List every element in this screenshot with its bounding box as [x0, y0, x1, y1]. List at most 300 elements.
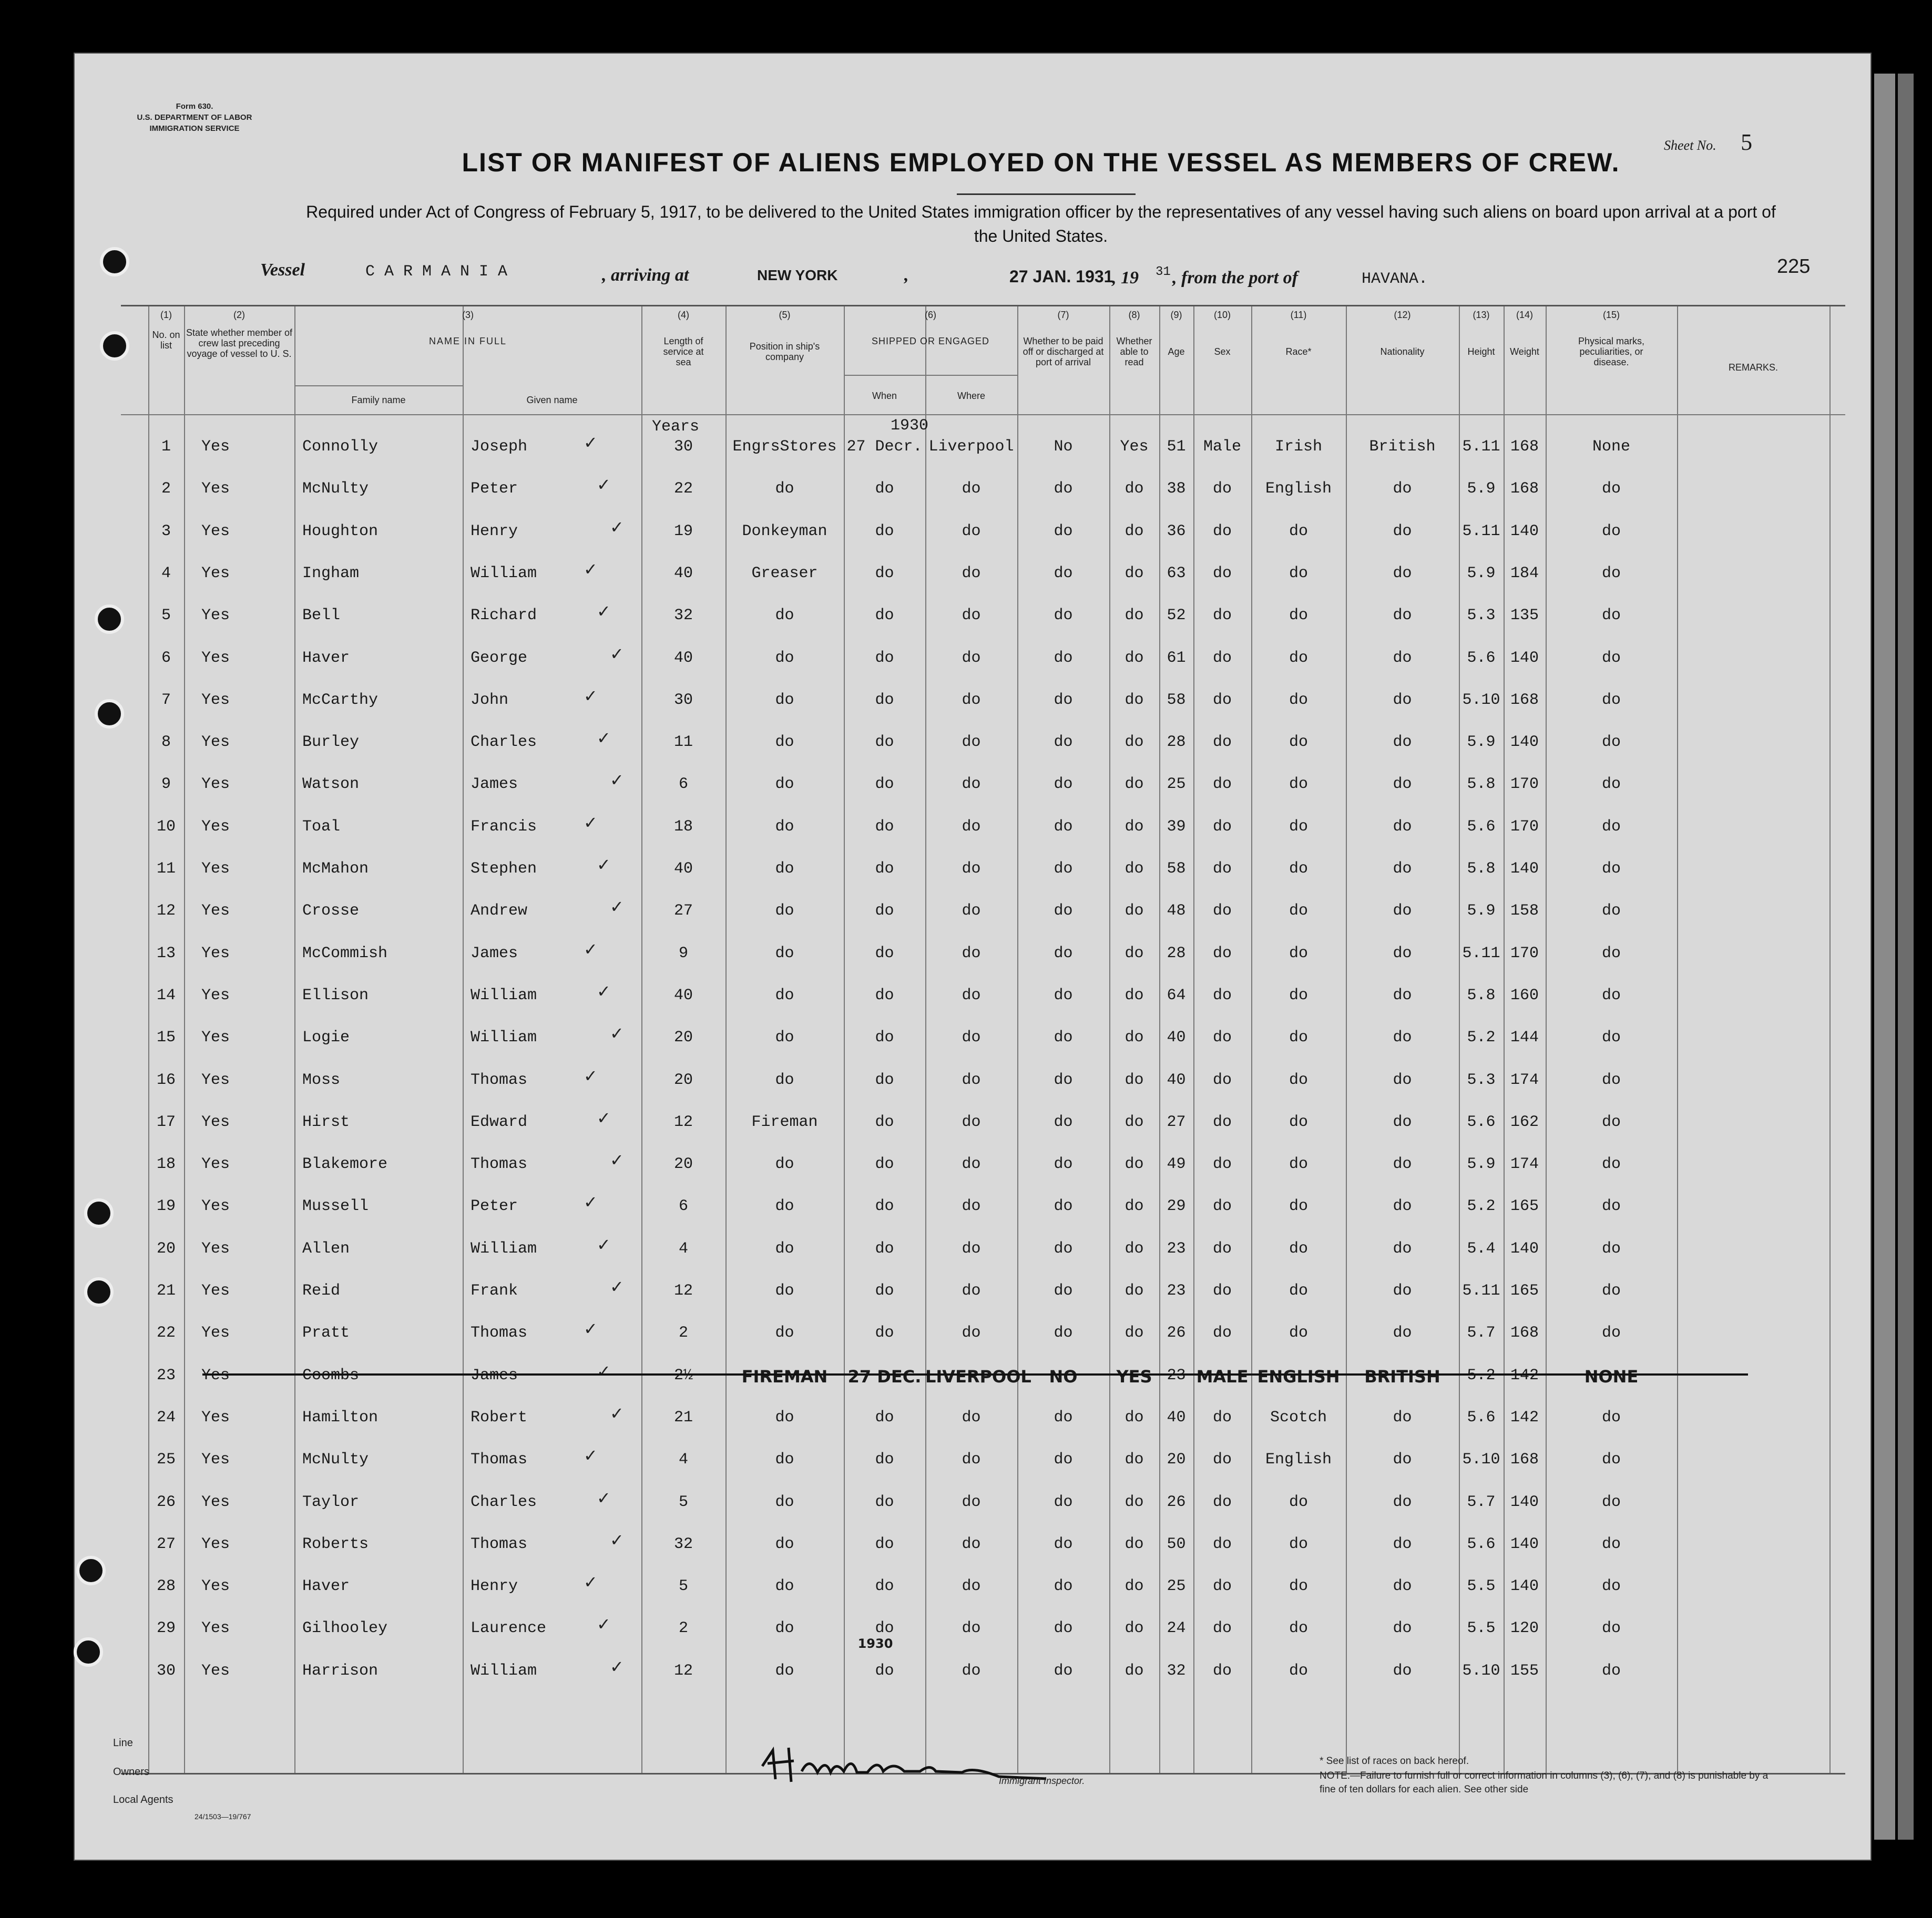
table-row — [121, 602, 1845, 649]
table-row — [121, 517, 1845, 565]
row-number-cell: 22 — [156, 1324, 176, 1342]
row-number-cell: 19 — [156, 1197, 176, 1216]
paid-off-cell: do — [1054, 775, 1073, 794]
weight-cell: 170 — [1510, 817, 1539, 836]
table-row — [121, 855, 1845, 902]
sex-cell: do — [1212, 1535, 1232, 1553]
given-name-cell: George — [471, 649, 528, 667]
header-c4: (4) Length of service at sea — [663, 310, 704, 367]
shipped-year: 1930 — [890, 417, 928, 435]
previous-voyage-cell: Yes — [201, 564, 230, 582]
age-cell: 51 — [1167, 438, 1186, 456]
age-cell: 29 — [1167, 1197, 1186, 1216]
service-years-cell: 40 — [673, 860, 693, 878]
form-department: U.S. DEPARTMENT OF LABOR — [137, 113, 252, 122]
family-name-cell: Logie — [302, 1029, 350, 1047]
paid-off-cell: do — [1054, 607, 1073, 625]
sex-cell: do — [1212, 733, 1232, 752]
manifest-title: LIST OR MANIFEST OF ALIENS EMPLOYED ON THE VESSEL AS MEMBERS OF CREW. — [462, 148, 1620, 177]
table-row — [121, 1277, 1845, 1324]
table-row — [121, 686, 1845, 733]
paid-off-cell: do — [1054, 817, 1073, 836]
paid-off-cell: do — [1054, 1029, 1073, 1047]
shipped-when-cell: do — [875, 1071, 894, 1089]
able-to-read-cell: YES — [1116, 1366, 1152, 1387]
physical-marks-cell: do — [1601, 1282, 1621, 1300]
shipped-where-cell: Liverpool — [928, 438, 1014, 456]
family-name-cell: Haver — [302, 1577, 350, 1596]
service-years-cell: 5 — [678, 1493, 688, 1511]
service-years-cell: 9 — [678, 944, 688, 962]
nationality-cell: do — [1393, 1155, 1412, 1174]
paid-off-cell: do — [1054, 1282, 1073, 1300]
position-cell: do — [775, 1661, 794, 1680]
weight-cell: 165 — [1510, 1282, 1539, 1300]
shipped-when-cell: do — [875, 733, 894, 752]
height-cell: 5.8 — [1467, 986, 1496, 1004]
sex-cell: do — [1212, 986, 1232, 1004]
shipped-when-cell: do — [875, 817, 894, 836]
able-to-read-cell: do — [1125, 733, 1144, 752]
check-mark: ✓ — [610, 771, 624, 790]
age-cell: 23 — [1167, 1282, 1186, 1300]
family-name-cell: Connolly — [302, 438, 379, 456]
position-cell: do — [775, 1197, 794, 1216]
family-name-cell: Blakemore — [302, 1155, 388, 1174]
check-mark: ✓ — [597, 1488, 611, 1507]
shipped-when-cell: do — [875, 775, 894, 794]
race-cell: Scotch — [1270, 1408, 1327, 1427]
family-name-cell: Bell — [302, 607, 341, 625]
table-row — [121, 1319, 1845, 1366]
previous-voyage-cell: Yes — [201, 1282, 230, 1300]
page-edge-right — [1874, 74, 1895, 1840]
row-number-cell: 8 — [161, 733, 171, 752]
able-to-read-cell: do — [1125, 1113, 1144, 1131]
position-cell: FIREMAN — [741, 1366, 828, 1387]
sex-cell: do — [1212, 1577, 1232, 1596]
header-c8: (8) Whether able to read — [1116, 310, 1152, 367]
age-cell: 25 — [1167, 1577, 1186, 1596]
height-cell: 5.9 — [1467, 564, 1496, 582]
height-cell: 5.9 — [1467, 1155, 1496, 1174]
previous-voyage-cell: Yes — [201, 1535, 230, 1553]
table-row — [121, 1108, 1845, 1155]
sex-cell: do — [1212, 860, 1232, 878]
service-years-cell: 12 — [673, 1661, 693, 1680]
position-cell: do — [775, 1577, 794, 1596]
service-years-cell: 40 — [673, 564, 693, 582]
paid-off-cell: do — [1054, 944, 1073, 962]
nationality-cell: do — [1393, 564, 1412, 582]
position-cell: do — [775, 607, 794, 625]
table-row — [121, 1657, 1845, 1704]
nationality-cell: do — [1393, 1029, 1412, 1047]
row-number-cell: 14 — [156, 986, 176, 1004]
race-note: * See list of races on back hereof. — [1320, 1756, 1469, 1767]
age-cell: 38 — [1167, 480, 1186, 498]
race-cell: ENGLISH — [1257, 1366, 1340, 1387]
owners-label: Owners — [113, 1766, 149, 1778]
position-cell: do — [775, 1408, 794, 1427]
header-c13: (13) Height — [1467, 310, 1495, 357]
height-cell: 5.11 — [1462, 944, 1500, 962]
paid-off-cell: do — [1054, 986, 1073, 1004]
paid-off-cell: do — [1054, 902, 1073, 920]
shipped-when-cell: do — [875, 1155, 894, 1174]
binder-hole — [100, 247, 129, 276]
previous-voyage-cell: Yes — [201, 1324, 230, 1342]
able-to-read-cell: do — [1125, 564, 1144, 582]
given-name-cell: Thomas — [471, 1451, 528, 1469]
able-to-read-cell: do — [1125, 607, 1144, 625]
nationality-cell: do — [1393, 1408, 1412, 1427]
shipped-where-cell: do — [962, 1239, 981, 1258]
page-number: 225 — [1777, 255, 1811, 278]
check-mark: ✓ — [597, 1615, 611, 1634]
shipped-when-cell: do — [875, 1451, 894, 1469]
service-years-cell: 6 — [678, 1197, 688, 1216]
paid-off-cell: do — [1054, 1493, 1073, 1511]
family-name-cell: Toal — [302, 817, 341, 836]
row-number-cell: 30 — [156, 1661, 176, 1680]
from-label: , from the port of — [1172, 268, 1298, 288]
service-years-cell: 4 — [678, 1239, 688, 1258]
nationality-cell: do — [1393, 944, 1412, 962]
service-years-cell: 32 — [673, 607, 693, 625]
arriving-label: , arriving at — [602, 265, 689, 285]
shipped-where-cell: do — [962, 1324, 981, 1342]
age-cell: 26 — [1167, 1493, 1186, 1511]
service-years-cell: 11 — [673, 733, 693, 752]
header-c3: (3) NAME IN FULL — [428, 310, 507, 346]
physical-marks-cell: do — [1601, 1113, 1621, 1131]
print-code: 24/1503—19/767 — [195, 1812, 251, 1821]
height-cell: 5.9 — [1467, 480, 1496, 498]
weight-cell: 140 — [1510, 522, 1539, 540]
age-cell: 49 — [1167, 1155, 1186, 1174]
previous-voyage-cell: Yes — [201, 733, 230, 752]
family-name-cell: Ingham — [302, 564, 360, 582]
height-cell: 5.10 — [1462, 1451, 1500, 1469]
physical-marks-cell: do — [1601, 1577, 1621, 1596]
service-years-cell: 6 — [678, 775, 688, 794]
table-row — [121, 1488, 1845, 1535]
shipped-where-cell: do — [962, 1282, 981, 1300]
table-row — [121, 644, 1845, 691]
row-number-cell: 29 — [156, 1619, 176, 1638]
nationality-cell: do — [1393, 1619, 1412, 1638]
sex-cell: do — [1212, 607, 1232, 625]
physical-marks-cell: do — [1601, 1324, 1621, 1342]
nationality-cell: do — [1393, 1197, 1412, 1216]
shipped-where-cell: do — [962, 1661, 981, 1680]
physical-marks-cell: do — [1601, 1071, 1621, 1089]
position-cell: EngrsStores — [732, 438, 837, 456]
nationality-cell: do — [1393, 1451, 1412, 1469]
previous-voyage-cell: Yes — [201, 1197, 230, 1216]
header-remarks: REMARKS. — [1728, 362, 1778, 373]
given-name-cell: Francis — [471, 817, 537, 836]
family-name-cell: Mussell — [302, 1197, 369, 1216]
able-to-read-cell: do — [1125, 1029, 1144, 1047]
vessel-name: C A R M A N I A — [365, 263, 508, 281]
race-cell: do — [1289, 1239, 1308, 1258]
shipped-where-cell: do — [962, 1493, 981, 1511]
age-cell: 27 — [1167, 1113, 1186, 1131]
row-number-cell: 13 — [156, 944, 176, 962]
shipped-when-cell: do — [875, 1408, 894, 1427]
service-years-cell: 5 — [678, 1577, 688, 1596]
check-mark: ✓ — [597, 981, 611, 1001]
physical-marks-cell: do — [1601, 691, 1621, 709]
shipped-where-cell: do — [962, 986, 981, 1004]
nationality-cell: do — [1393, 775, 1412, 794]
paid-off-cell: do — [1054, 564, 1073, 582]
row-number-cell: 28 — [156, 1577, 176, 1596]
position-cell: do — [775, 1282, 794, 1300]
weight-cell: 168 — [1510, 480, 1539, 498]
given-name-cell: William — [471, 1239, 537, 1258]
race-cell: do — [1289, 1619, 1308, 1638]
binder-hole — [74, 1637, 103, 1667]
manifest-page — [74, 53, 1872, 1861]
nationality-cell: do — [1393, 480, 1412, 498]
age-cell: 39 — [1167, 817, 1186, 836]
shipped-when-cell: 27 DEC. — [847, 1366, 922, 1387]
nationality-cell: British — [1369, 438, 1436, 456]
previous-voyage-cell: Yes — [201, 860, 230, 878]
position-cell: do — [775, 1451, 794, 1469]
shipped-where-cell: do — [962, 860, 981, 878]
family-name-cell: Roberts — [302, 1535, 369, 1553]
sex-cell: do — [1212, 1451, 1232, 1469]
shipped-when-cell: do — [875, 564, 894, 582]
family-name-cell: Gilhooley — [302, 1619, 388, 1638]
row-number-cell: 4 — [161, 564, 171, 582]
name-subheader-rule — [294, 385, 463, 386]
position-cell: do — [775, 1239, 794, 1258]
age-cell: 48 — [1167, 902, 1186, 920]
shipped-where-cell: do — [962, 775, 981, 794]
position-cell: do — [775, 649, 794, 667]
family-name-cell: Haver — [302, 649, 350, 667]
check-mark: ✓ — [597, 475, 611, 495]
race-cell: do — [1289, 564, 1308, 582]
previous-voyage-cell: Yes — [201, 1029, 230, 1047]
service-years-cell: 40 — [673, 649, 693, 667]
family-name-cell: McNulty — [302, 1451, 369, 1469]
given-name-cell: Stephen — [471, 860, 537, 878]
previous-voyage-cell: Yes — [201, 775, 230, 794]
table-row — [121, 1235, 1845, 1282]
shipped-when-cell: do — [875, 1029, 894, 1047]
agents-label: Local Agents — [113, 1794, 173, 1806]
nationality-cell: do — [1393, 1661, 1412, 1680]
race-cell: do — [1289, 944, 1308, 962]
arriving-port: NEW YORK — [757, 267, 838, 283]
nationality-cell: do — [1393, 607, 1412, 625]
race-cell: do — [1289, 902, 1308, 920]
age-cell: 23 — [1167, 1239, 1186, 1258]
able-to-read-cell: do — [1125, 1577, 1144, 1596]
age-cell: 23 — [1167, 1366, 1186, 1384]
height-cell: 5.8 — [1467, 860, 1496, 878]
physical-marks-cell: do — [1601, 1239, 1621, 1258]
header-c9: (9) Age — [1168, 310, 1185, 357]
form-number: Form 630. — [176, 102, 213, 111]
family-name-cell: Crosse — [302, 902, 360, 920]
physical-marks-cell: do — [1601, 986, 1621, 1004]
shipped-when-cell: do — [875, 480, 894, 498]
able-to-read-cell: do — [1125, 1661, 1144, 1680]
given-name-cell: James — [471, 775, 518, 794]
able-to-read-cell: do — [1125, 817, 1144, 836]
weight-cell: 120 — [1510, 1619, 1539, 1638]
header-c10: (10) Sex — [1213, 310, 1231, 357]
check-mark: ✓ — [610, 517, 624, 537]
height-cell: 5.2 — [1467, 1197, 1496, 1216]
header-c5: (5) Position in ship's company — [749, 310, 820, 362]
previous-voyage-cell: Yes — [201, 986, 230, 1004]
sex-cell: do — [1212, 522, 1232, 540]
check-mark: ✓ — [584, 939, 598, 959]
check-mark: ✓ — [584, 1066, 598, 1085]
race-cell: do — [1289, 1535, 1308, 1553]
sex-cell: do — [1212, 902, 1232, 920]
manifest-subtitle: Required under Act of Congress of February 5, 1917, to be delivered to the United States immigration officer by the representatives of any vessel having such aliens on board upon arrival at a port of the United States. — [306, 202, 1776, 245]
physical-marks-cell: do — [1601, 817, 1621, 836]
check-mark: ✓ — [597, 1235, 611, 1254]
weight-cell: 168 — [1510, 691, 1539, 709]
sex-cell: do — [1212, 944, 1232, 962]
position-cell: do — [775, 817, 794, 836]
given-name-cell: Thomas — [471, 1071, 528, 1089]
previous-voyage-cell: Yes — [201, 522, 230, 540]
sex-cell: do — [1212, 1408, 1232, 1427]
row-number-cell: 9 — [161, 775, 171, 794]
able-to-read-cell: do — [1125, 1324, 1144, 1342]
service-years-cell: 20 — [673, 1029, 693, 1047]
check-mark: ✓ — [597, 729, 611, 748]
given-name-cell: Charles — [471, 1493, 537, 1511]
weight-cell: 140 — [1510, 649, 1539, 667]
check-mark: ✓ — [597, 602, 611, 621]
row-number-cell: 25 — [156, 1451, 176, 1469]
given-name-cell: Henry — [471, 522, 518, 540]
sex-cell: do — [1212, 817, 1232, 836]
shipped-when-cell: do — [875, 1239, 894, 1258]
family-name-cell: McNulty — [302, 480, 369, 498]
able-to-read-cell: do — [1125, 1071, 1144, 1089]
weight-cell: 168 — [1510, 1324, 1539, 1342]
physical-marks-cell: do — [1601, 607, 1621, 625]
service-years-cell: 12 — [673, 1282, 693, 1300]
shipped-when-cell: do — [875, 607, 894, 625]
weight-cell: 168 — [1510, 1451, 1539, 1469]
table-row — [121, 1403, 1845, 1451]
from-port: HAVANA. — [1362, 270, 1428, 288]
paid-off-cell: do — [1054, 1324, 1073, 1342]
given-name-cell: Thomas — [471, 1155, 528, 1174]
header-c6b: Where — [957, 391, 985, 401]
sheet-value: 5 — [1741, 129, 1753, 155]
service-years-cell: 19 — [673, 522, 693, 540]
paid-off-cell: do — [1054, 1071, 1073, 1089]
header-c14: (14) Weight — [1510, 310, 1539, 357]
physical-marks-cell: do — [1601, 775, 1621, 794]
row-number-cell: 10 — [156, 817, 176, 836]
position-cell: do — [775, 860, 794, 878]
paid-off-cell: do — [1054, 1239, 1073, 1258]
height-cell: 5.5 — [1467, 1619, 1496, 1638]
race-cell: Irish — [1274, 438, 1322, 456]
check-mark: ✓ — [584, 1573, 598, 1592]
height-cell: 5.6 — [1467, 649, 1496, 667]
inspector-label: Immigrant Inspector. — [999, 1776, 1085, 1786]
position-cell: do — [775, 1071, 794, 1089]
nationality-cell: do — [1393, 1071, 1412, 1089]
position-cell: do — [775, 944, 794, 962]
given-name-cell: James — [471, 944, 518, 962]
table-row — [121, 1151, 1845, 1197]
race-cell: do — [1289, 607, 1308, 625]
comma: , — [904, 265, 909, 285]
shipped-where-cell: do — [962, 480, 981, 498]
header-c6a: When — [872, 391, 897, 401]
sex-cell: do — [1212, 649, 1232, 667]
given-name-cell: Charles — [471, 733, 537, 752]
able-to-read-cell: do — [1125, 1155, 1144, 1174]
table-row — [121, 729, 1845, 775]
height-cell: 5.2 — [1467, 1029, 1496, 1047]
previous-voyage-cell: Yes — [201, 1577, 230, 1596]
paid-off-cell: do — [1054, 691, 1073, 709]
shipped-when-cell: do — [875, 649, 894, 667]
previous-voyage-cell: Yes — [201, 1071, 230, 1089]
vessel-label: Vessel — [260, 260, 305, 280]
sex-cell: do — [1212, 1324, 1232, 1342]
header-c11: (11) Race* — [1285, 310, 1312, 357]
able-to-read-cell: do — [1125, 1239, 1144, 1258]
height-cell: 5.4 — [1467, 1239, 1496, 1258]
shipped-where-cell: do — [962, 1155, 981, 1174]
given-name-cell: Henry — [471, 1577, 518, 1596]
shipped-where-cell: do — [962, 1071, 981, 1089]
sheet-label: Sheet No. — [1664, 138, 1716, 153]
shipped-when-cell: do — [875, 902, 894, 920]
paid-off-cell: do — [1054, 1619, 1073, 1638]
service-years-cell: 21 — [673, 1408, 693, 1427]
given-name-cell: Peter — [471, 480, 518, 498]
paid-off-cell: do — [1054, 1155, 1073, 1174]
age-cell: 40 — [1167, 1071, 1186, 1089]
height-cell: 5.11 — [1462, 1282, 1500, 1300]
table-row — [121, 939, 1845, 987]
shipped-when-cell: do — [875, 986, 894, 1004]
header-c6: (6) SHIPPED OR ENGAGED — [871, 310, 990, 346]
nationality-cell: do — [1393, 733, 1412, 752]
table-row — [121, 897, 1845, 944]
shipped-when-cell: do — [875, 691, 894, 709]
height-cell: 5.8 — [1467, 775, 1496, 794]
given-name-cell: Joseph — [471, 438, 528, 456]
family-name-cell: McCarthy — [302, 691, 379, 709]
able-to-read-cell: do — [1125, 522, 1144, 540]
nationality-cell: do — [1393, 1282, 1412, 1300]
position-cell: do — [775, 1619, 794, 1638]
shipped-when-cell: do — [875, 944, 894, 962]
